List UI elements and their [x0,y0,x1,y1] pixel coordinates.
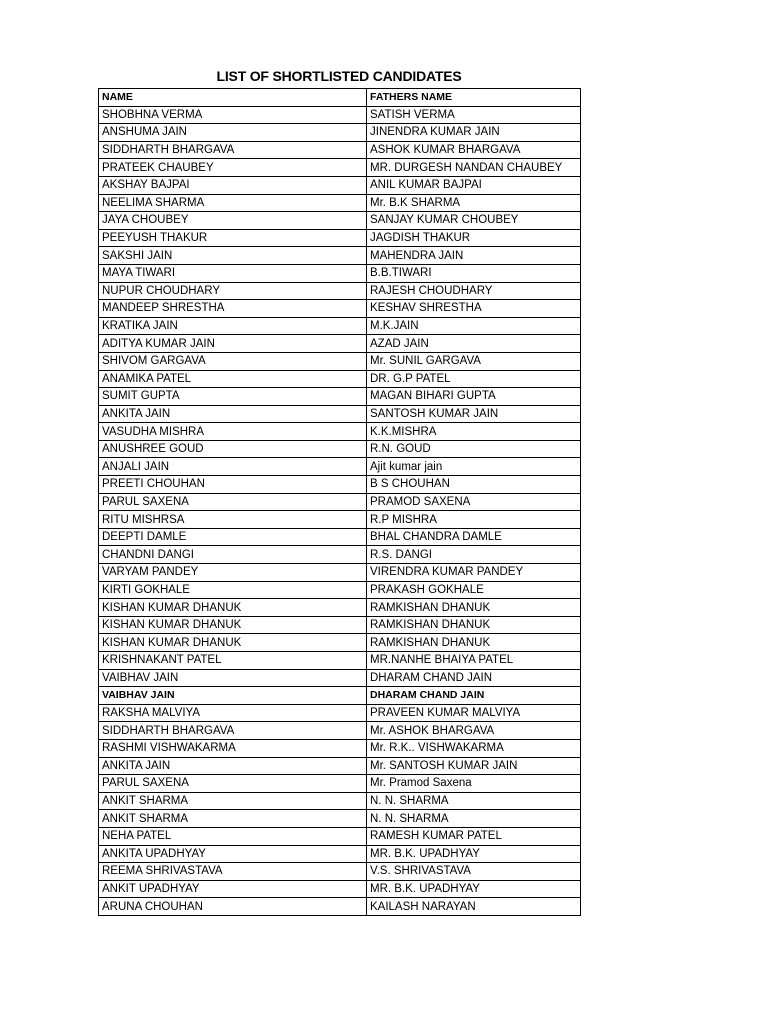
candidate-name-cell: PEEYUSH THAKUR [99,229,367,247]
candidate-name-cell: RAKSHA MALVIYA [99,704,367,722]
fathers-name-cell: Mr. ASHOK BHARGAVA [367,722,581,740]
candidate-name-cell: SAKSHI JAIN [99,247,367,265]
table-row [99,634,581,652]
table-row [99,792,581,810]
table-row [99,352,581,370]
table-row [99,405,581,423]
fathers-name-cell: M.K.JAIN [367,317,581,335]
candidate-name-cell: ANSHUMA JAIN [99,124,367,142]
candidate-name-cell: MAYA TIWARI [99,264,367,282]
candidate-name-cell: JAYA CHOUBEY [99,212,367,230]
table-row [99,370,581,388]
candidate-name-cell: VARYAM PANDEY [99,564,367,582]
table-row [99,212,581,230]
fathers-name-cell: MR. B.K. UPADHYAY [367,880,581,898]
candidate-name-cell: RITU MISHRSA [99,511,367,529]
fathers-name-cell: AZAD JAIN [367,335,581,353]
table-row [99,845,581,863]
candidate-name-cell: NEELIMA SHARMA [99,194,367,212]
fathers-name-cell: Mr. Pramod Saxena [367,775,581,793]
table-row [99,669,581,687]
fathers-name-cell: DHARAM CHAND JAIN [367,687,581,705]
candidate-name-cell: SHOBHNA VERMA [99,106,367,124]
table-row [99,880,581,898]
table-row [99,141,581,159]
table-row [99,247,581,265]
table-row [99,106,581,124]
fathers-name-cell: ASHOK KUMAR BHARGAVA [367,141,581,159]
candidate-name-cell: PARUL SAXENA [99,493,367,511]
fathers-name-cell: Mr. SUNIL GARGAVA [367,352,581,370]
fathers-name-cell: VIRENDRA KUMAR PANDEY [367,564,581,582]
candidate-name-cell: ANKIT SHARMA [99,792,367,810]
candidate-name-cell: SIDDHARTH BHARGAVA [99,141,367,159]
fathers-name-cell: SANJAY KUMAR CHOUBEY [367,212,581,230]
candidate-name-cell: REEMA SHRIVASTAVA [99,863,367,881]
table-row [99,335,581,353]
document-title: LIST OF SHORTLISTED CANDIDATES [216,68,462,84]
candidate-name-cell: VAIBHAV JAIN [99,669,367,687]
table-row [99,722,581,740]
candidate-name-cell: ANKITA JAIN [99,757,367,775]
candidate-name-cell: VAIBHAV JAIN [99,687,367,705]
fathers-name-cell: PRAMOD SAXENA [367,493,581,511]
table-row [99,564,581,582]
fathers-name-cell: DHARAM CHAND JAIN [367,669,581,687]
candidate-name-cell: ANKIT UPADHYAY [99,880,367,898]
table-row [99,476,581,494]
candidate-name-cell: VASUDHA MISHRA [99,423,367,441]
fathers-name-cell: RAJESH CHOUDHARY [367,282,581,300]
fathers-name-cell: N. N. SHARMA [367,810,581,828]
table-row [99,775,581,793]
candidate-name-cell: ARUNA CHOUHAN [99,898,367,916]
candidate-name-cell: KIRTI GOKHALE [99,581,367,599]
fathers-name-cell: RAMKISHAN DHANUK [367,634,581,652]
table-row [99,176,581,194]
fathers-name-cell: R.S. DANGI [367,546,581,564]
candidate-name-cell: PREETI CHOUHAN [99,476,367,494]
candidate-name-cell: DEEPTI DAMLE [99,528,367,546]
fathers-name-cell: BHAL CHANDRA DAMLE [367,528,581,546]
table-row [99,440,581,458]
table-row [99,528,581,546]
candidate-name-cell: SIDDHARTH BHARGAVA [99,722,367,740]
fathers-name-cell: MR. B.K. UPADHYAY [367,845,581,863]
table-row [99,194,581,212]
candidate-name-cell: PARUL SAXENA [99,775,367,793]
table-row [99,282,581,300]
fathers-name-cell: V.S. SHRIVASTAVA [367,863,581,881]
table-row [99,581,581,599]
fathers-name-cell: R.P MISHRA [367,511,581,529]
candidate-name-cell: ADITYA KUMAR JAIN [99,335,367,353]
table-row [99,898,581,916]
fathers-name-cell: PRAKASH GOKHALE [367,581,581,599]
table-header-row [99,89,581,107]
candidate-name-cell: SHIVOM GARGAVA [99,352,367,370]
candidate-name-cell: ANKITA UPADHYAY [99,845,367,863]
table-row [99,229,581,247]
fathers-name-cell: B S CHOUHAN [367,476,581,494]
candidate-name-cell: MANDEEP SHRESTHA [99,300,367,318]
fathers-name-cell: RAMESH KUMAR PATEL [367,827,581,845]
table-row [99,704,581,722]
table-row [99,300,581,318]
table-row [99,687,581,705]
table-row [99,810,581,828]
fathers-name-cell: SATISH VERMA [367,106,581,124]
fathers-name-cell: Ajit kumar jain [367,458,581,476]
table-row [99,827,581,845]
candidate-name-cell: ANAMIKA PATEL [99,370,367,388]
table-row [99,616,581,634]
fathers-name-cell: PRAVEEN KUMAR MALVIYA [367,704,581,722]
fathers-name-cell: JAGDISH THAKUR [367,229,581,247]
fathers-name-cell: RAMKISHAN DHANUK [367,616,581,634]
column-header-name: NAME [99,89,367,107]
candidate-name-cell: NEHA PATEL [99,827,367,845]
candidate-name-cell: KRISHNAKANT PATEL [99,652,367,670]
table-row [99,511,581,529]
candidate-name-cell: RASHMI VISHWAKARMA [99,739,367,757]
candidates-table-body [99,89,581,916]
column-header-fathers-name: FATHERS NAME [367,89,581,107]
fathers-name-cell: MAGAN BIHARI GUPTA [367,388,581,406]
table-row [99,757,581,775]
candidate-name-cell: KISHAN KUMAR DHANUK [99,616,367,634]
candidate-name-cell: CHANDNI DANGI [99,546,367,564]
table-row [99,264,581,282]
fathers-name-cell: KESHAV SHRESTHA [367,300,581,318]
candidate-name-cell: ANKITA JAIN [99,405,367,423]
table-row [99,159,581,177]
table-row [99,863,581,881]
candidate-name-cell: SUMIT GUPTA [99,388,367,406]
table-row [99,739,581,757]
table-row [99,546,581,564]
candidate-name-cell: ANUSHREE GOUD [99,440,367,458]
table-row [99,599,581,617]
fathers-name-cell: Mr. R.K.. VISHWAKARMA [367,739,581,757]
candidates-table [98,88,581,916]
table-row [99,458,581,476]
candidate-name-cell: PRATEEK CHAUBEY [99,159,367,177]
fathers-name-cell: Mr. SANTOSH KUMAR JAIN [367,757,581,775]
table-row [99,317,581,335]
fathers-name-cell: R.N. GOUD [367,440,581,458]
fathers-name-cell: DR. G.P PATEL [367,370,581,388]
fathers-name-cell: K.K.MISHRA [367,423,581,441]
fathers-name-cell: ANIL KUMAR BAJPAI [367,176,581,194]
fathers-name-cell: SANTOSH KUMAR JAIN [367,405,581,423]
fathers-name-cell: N. N. SHARMA [367,792,581,810]
candidate-name-cell: ANKIT SHARMA [99,810,367,828]
fathers-name-cell: MAHENDRA JAIN [367,247,581,265]
table-row [99,124,581,142]
fathers-name-cell: JINENDRA KUMAR JAIN [367,124,581,142]
candidate-name-cell: KISHAN KUMAR DHANUK [99,599,367,617]
candidate-name-cell: NUPUR CHOUDHARY [99,282,367,300]
candidate-name-cell: KISHAN KUMAR DHANUK [99,634,367,652]
fathers-name-cell: Mr. B.K SHARMA [367,194,581,212]
fathers-name-cell: B.B.TIWARI [367,264,581,282]
fathers-name-cell: MR.NANHE BHAIYA PATEL [367,652,581,670]
fathers-name-cell: KAILASH NARAYAN [367,898,581,916]
table-row [99,423,581,441]
candidate-name-cell: AKSHAY BAJPAI [99,176,367,194]
fathers-name-cell: MR. DURGESH NANDAN CHAUBEY [367,159,581,177]
table-row [99,493,581,511]
fathers-name-cell: RAMKISHAN DHANUK [367,599,581,617]
candidate-name-cell: ANJALI JAIN [99,458,367,476]
table-row [99,652,581,670]
candidate-name-cell: KRATIKA JAIN [99,317,367,335]
table-row [99,388,581,406]
